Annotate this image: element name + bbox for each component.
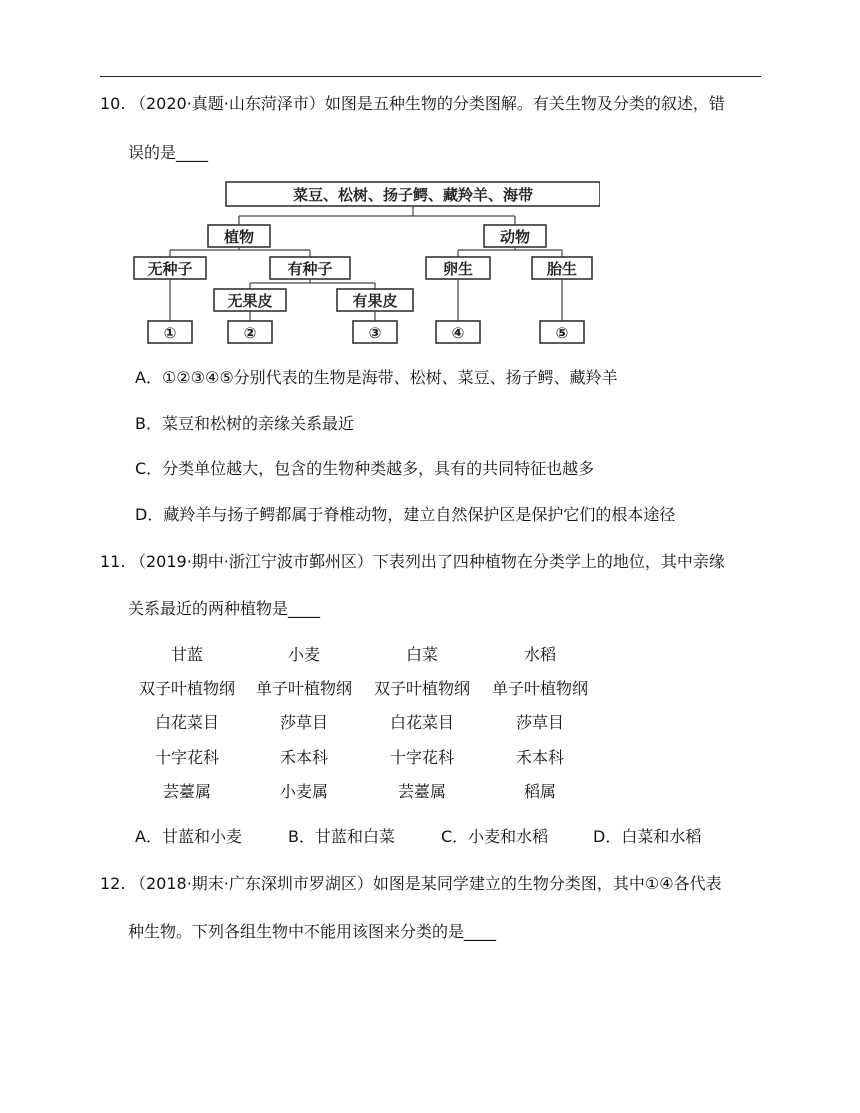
leaf-label-5: ⑤ [555,324,569,342]
question-number: 12. [100,874,126,893]
question-stem: （2018·期末·广东深圳市罗湖区）如图是某同学建立的生物分类图，其中①④各代表 [130,874,722,893]
table-cell: 白花菜目 [154,713,219,732]
option-d: D．藏羚羊与扬子鳄都属于脊椎动物，建立自然保护区是保护它们的根本途径 [135,505,676,524]
leaf-label-2: ② [243,324,257,342]
table-cell: 小麦属 [279,782,328,801]
option-a: A．甘蓝和小麦 [135,827,242,846]
table-cell: 白菜 [405,645,438,664]
has-seed-label: 有种子 [287,260,333,278]
table-cell: 双子叶植物纲 [373,679,470,698]
table-cell: 芸薹属 [162,782,211,801]
option-d: D．白菜和水稻 [593,827,702,846]
option-c: C．分类单位越大，包含的生物种类越多，具有的共同特征也越多 [135,459,595,478]
leaf-label-3: ③ [368,324,382,342]
question-11 [100,550,770,574]
table-cell: 禾本科 [515,748,564,767]
plants-label: 植物 [223,228,255,246]
table-cell: 稻属 [523,782,556,801]
table-cell: 芸薹属 [397,782,446,801]
question-stem-continued: 误的是____ [128,143,209,162]
table-cell: 莎草目 [279,713,328,732]
table-cell: 莎草目 [515,713,564,732]
question-number: 10. [100,94,126,113]
question-number: 11. [100,552,126,571]
has-pericarp-label: 有果皮 [352,292,398,310]
table-cell: 双子叶植物纲 [138,679,235,698]
option-a: A．①②③④⑤分别代表的生物是海带、松树、菜豆、扬子鳄、藏羚羊 [135,368,618,387]
table-cell: 禾本科 [279,748,328,767]
table-cell: 单子叶植物纲 [491,679,588,698]
question-stem-continued: 关系最近的两种植物是____ [128,599,321,618]
table-cell: 甘蓝 [170,645,203,664]
table-cell: 白花菜目 [389,713,454,732]
oviparous-label: 卵生 [442,260,474,278]
no-pericarp-label: 无果皮 [227,292,273,310]
option-b: B．甘蓝和白菜 [288,827,395,846]
viviparous-label: 胎生 [546,260,578,278]
classification-diagram [130,180,600,350]
question-stem-continued: 种生物。下列各组生物中不能用该图来分类的是____ [128,922,497,941]
question-stem: （2020·真题·山东菏泽市）如图是五种生物的分类图解。有关生物及分类的叙述，错 [130,94,725,113]
leaf-label-4: ④ [451,324,465,342]
table-cell: 十字花科 [389,748,454,767]
table-cell: 小麦 [287,645,320,664]
question-12 [100,872,770,896]
root-label: 菜豆、松树、扬子鳄、藏羚羊、海带 [292,186,534,204]
table-cell: 水稻 [523,645,556,664]
leaf-label-1: ① [163,324,177,342]
question-stem: （2019·期中·浙江宁波市鄞州区）下表列出了四种植物在分类学上的地位，其中亲缘 [130,552,725,571]
option-c: C．小麦和水稻 [441,827,549,846]
table-cell: 单子叶植物纲 [255,679,352,698]
animals-label: 动物 [499,228,531,246]
no-seed-label: 无种子 [147,260,193,278]
top-rule [100,76,761,77]
question-10 [100,92,770,116]
option-b: B．菜豆和松树的亲缘关系最近 [135,414,354,433]
table-cell: 十字花科 [154,748,219,767]
